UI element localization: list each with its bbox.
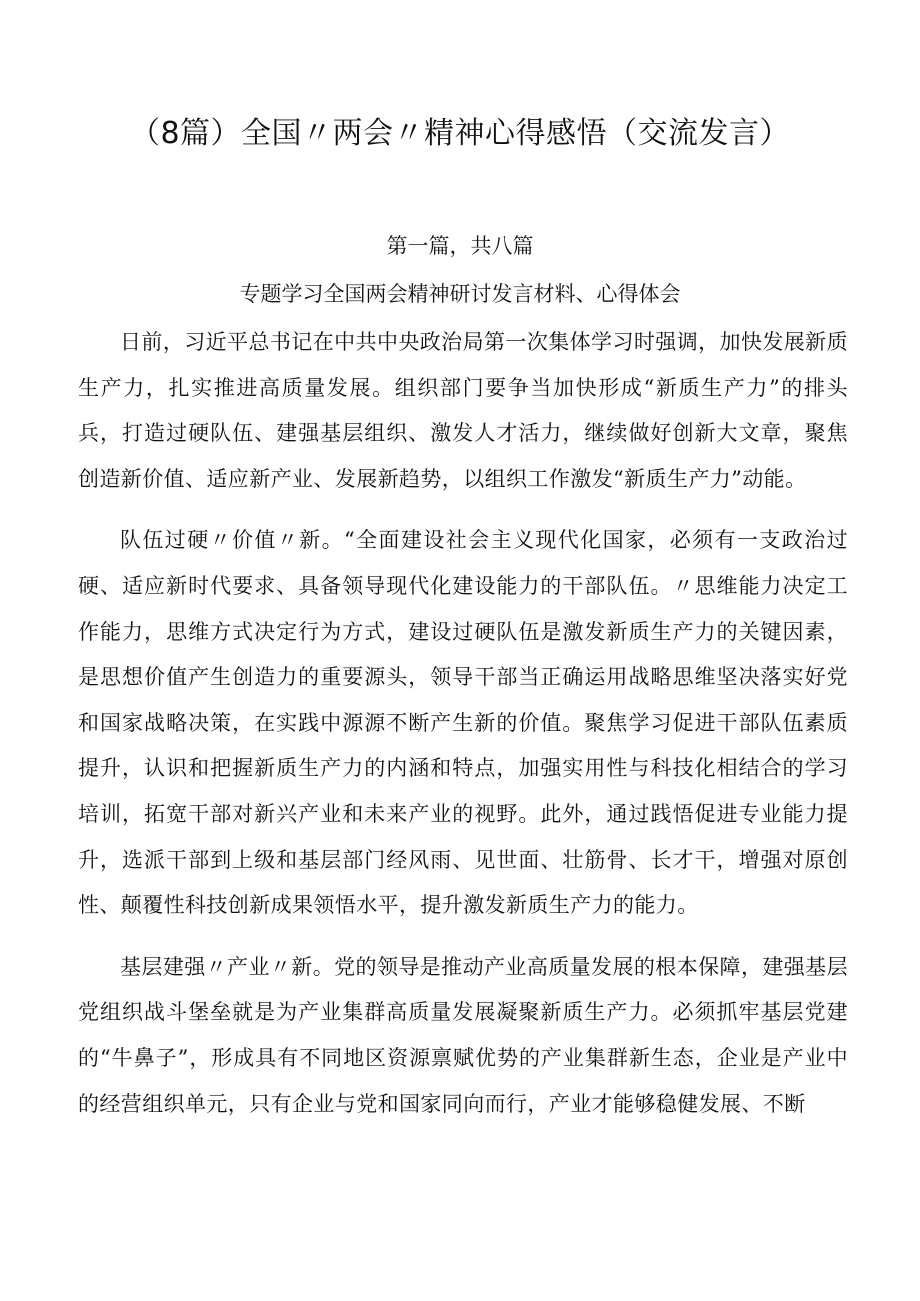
paragraph-grassroots: 基层建强〃产业〃新。党的领导是推动产业高质量发展的根本保障，建强基层党组织战斗堡垒就是为产业集群高质量发展凝聚新质生产力。必须抓牢基层党建的“牛鼻子”，形成具有不同地区资源禀赋优势的产业集群新生态，企业是产业中的经营组织单元，只有企业与党和国家同向而行，产业才能够稳健发展、不断 [78,954,848,1116]
document-body [78,320,848,1143]
section-label: 第一篇，共八篇 [386,234,534,258]
paragraph-team: 队伍过硬〃价值〃新。“全面建设社会主义现代化国家，必须有一支政治过硬、适应新时代要求、具备领导现代化建设能力的干部队伍。〃思维能力决定工作能力，思维方式决定行为方式，建设过硬队伍是激发新质生产力的关键因素，是思想价值产生创造力的重要源头，领导干部当正确运用战略思维坚决落实好党和国家战略决策，在实践中源源不断产生新的价值。聚焦学习促进干部队伍素质提升，认识和把握新质生产力的内涵和特点，加强实用性与科技化相结合的学习培训，拓宽干部对新兴产业和未来产业的视野。此外，通过践悟促进专业能力提升，选派干部到上级和基层部门经风雨、见世面、壮筋骨、长才干，增强对原创性、颠覆性科技创新成果领悟水平，提升激发新质生产力的能力。 [78,528,848,918]
paragraph-intro: 日前，习近平总书记在中共中央政治局第一次集体学习时强调，加快发展新质生产力，扎实推进高质量发展。组织部门要争当加快形成“新质生产力”的排头兵，打造过硬队伍、建强基层组织、激发人才活力，继续做好创新大文章，聚焦创造新价值、适应新产业、发展新趋势，以组织工作激发“新质生产力”动能。 [78,330,848,491]
document-title: （8篇）全国〃两会〃精神心得感悟（交流发言） [129,116,791,151]
section-title: 专题学习全国两会精神研讨发言材料、心得体会 [239,282,681,306]
